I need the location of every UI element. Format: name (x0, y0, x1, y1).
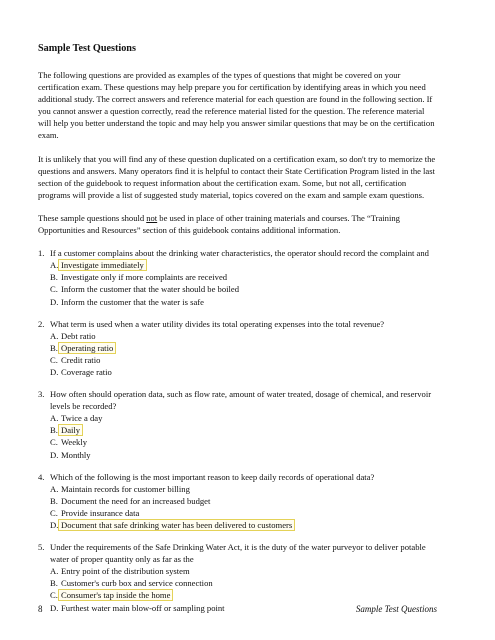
option-letter: D. (50, 449, 59, 460)
answer-option (50, 495, 437, 507)
question-number: 1. (38, 248, 45, 259)
option-letter: A. (50, 483, 59, 494)
option-letter: A. (50, 260, 59, 271)
option-text: Monthly (61, 449, 91, 460)
answer-option (50, 271, 437, 283)
answer-option (50, 565, 437, 577)
notice-paragraph (38, 212, 437, 236)
answer-option (50, 424, 437, 436)
answer-options (38, 483, 437, 531)
notice-emphasis: not (146, 212, 158, 223)
option-letter: D. (50, 296, 59, 307)
highlighted-answer: Investigate immediately (58, 259, 147, 271)
option-text: Coverage ratio (61, 366, 112, 377)
intro-paragraph-1: The following questions are provided as examples of the types of questions that might be covered on your certification exam. These questions may help prepare you for certification by identifying areas in which you need additional study. The correct answers and reference material for each question are found in the following section. If you cannot answer a question correctly, read the reference material listed for the question. The reference material will help you better understand the topic and may help you answer similar questions that may be on the certification exam. (38, 70, 435, 141)
option-letter: C. (50, 354, 58, 365)
notice-text-after: be used in place of other training materials and courses. The “Training Opportunities and Resources” section of this guidebook contains additional information. (38, 212, 400, 236)
question-text: Which of the following is the most important reason to keep daily records of operational data? (50, 471, 375, 482)
option-text: Maintain records for customer billing (61, 483, 190, 494)
highlighted-answer: Daily (58, 424, 83, 436)
page-title: Sample Test Questions (38, 43, 136, 54)
question-stem (38, 471, 437, 483)
question-2 (38, 318, 437, 378)
option-letter: C. (50, 590, 58, 601)
question-stem (38, 318, 437, 330)
question-number: 2. (38, 318, 45, 329)
option-letter: A. (50, 330, 59, 341)
option-text: Document the need for an increased budget (61, 495, 211, 506)
option-letter: B. (50, 425, 58, 436)
answer-options (38, 412, 437, 460)
option-text: Inform the customer that the water is safe (61, 296, 204, 307)
answer-option (50, 412, 437, 424)
question-stem (38, 247, 437, 259)
option-text: Investigate only if more complaints are received (61, 272, 228, 283)
answer-option (50, 577, 437, 589)
highlighted-answer: Document that safe drinking water has been delivered to customers (58, 519, 295, 531)
option-letter: B. (50, 272, 58, 283)
question-stem (38, 388, 437, 412)
option-text: Credit ratio (61, 354, 101, 365)
notice-text-before: These sample questions should (38, 212, 147, 223)
question-text: How often should operation data, such as flow rate, amount of water treated, dosage of chemical, and reservoir levels be recorded? (50, 389, 432, 412)
question-text: What term is used when a water utility divides its total operating expenses into the total revenue? (50, 318, 385, 329)
option-text: Weekly (61, 437, 88, 448)
answer-option (50, 330, 437, 342)
option-text: Entry point of the distribution system (61, 566, 190, 577)
page-footer (38, 603, 437, 615)
answer-options (38, 259, 437, 307)
answer-option (50, 366, 437, 378)
answer-options (38, 330, 437, 378)
answer-option (50, 519, 437, 531)
footer-section-title: Sample Test Questions (355, 604, 437, 614)
page-number: 8 (38, 604, 43, 614)
option-letter: C. (50, 507, 58, 518)
question-list (38, 247, 437, 614)
option-letter: A. (50, 413, 59, 424)
answer-option (50, 283, 437, 295)
question-text: If a customer complains about the drinking water characteristics, the operator should record the complaint and (50, 248, 429, 259)
option-letter: B. (50, 578, 58, 589)
option-text: Debt ratio (61, 330, 96, 341)
question-4 (38, 471, 437, 531)
option-text: Twice a day (61, 413, 103, 424)
option-letter: D. (50, 366, 59, 377)
question-stem (38, 541, 437, 565)
option-letter: A. (50, 566, 59, 577)
option-text: Customer's curb box and service connection (61, 578, 213, 589)
question-text: Under the requirements of the Safe Drinking Water Act, it is the duty of the water purveyor to deliver potable water of proper quantity only as far as the (50, 542, 426, 565)
highlighted-answer: Operating ratio (58, 342, 116, 354)
option-letter: D. (50, 520, 59, 530)
question-number: 5. (38, 542, 45, 553)
answer-option (50, 259, 437, 271)
answer-option (50, 342, 437, 354)
question-3 (38, 388, 437, 461)
question-number: 3. (38, 389, 45, 400)
highlighted-answer: Consumer's tap inside the home (58, 589, 173, 601)
answer-option (50, 354, 437, 366)
answer-option (50, 436, 437, 448)
option-letter: C. (50, 284, 58, 295)
option-text: Inform the customer that the water should be boiled (61, 284, 240, 295)
option-letter: D. (50, 602, 59, 613)
answer-option (50, 449, 437, 461)
option-text: Provide insurance data (61, 507, 140, 518)
option-letter: B. (50, 495, 58, 506)
question-1 (38, 247, 437, 307)
answer-option (50, 589, 437, 601)
option-text: Furthest water main blow-off or sampling point (61, 602, 225, 613)
question-number: 4. (38, 471, 45, 482)
option-letter: C. (50, 437, 58, 448)
answer-option (50, 483, 437, 495)
intro-paragraph-2: It is unlikely that you will find any of these question duplicated on a certification exam, so don't try to memorize the questions and answers. Many operators find it is helpful to contact their State Certification Program listed in the last section of the guidebook to request information about the certification exam. Some, but not all, certification programs will provide a list of suggested study material, topics covered on the exam and sample exam questions. (38, 153, 436, 200)
answer-option (50, 507, 437, 519)
option-letter: B. (50, 342, 58, 353)
answer-option (50, 296, 437, 308)
